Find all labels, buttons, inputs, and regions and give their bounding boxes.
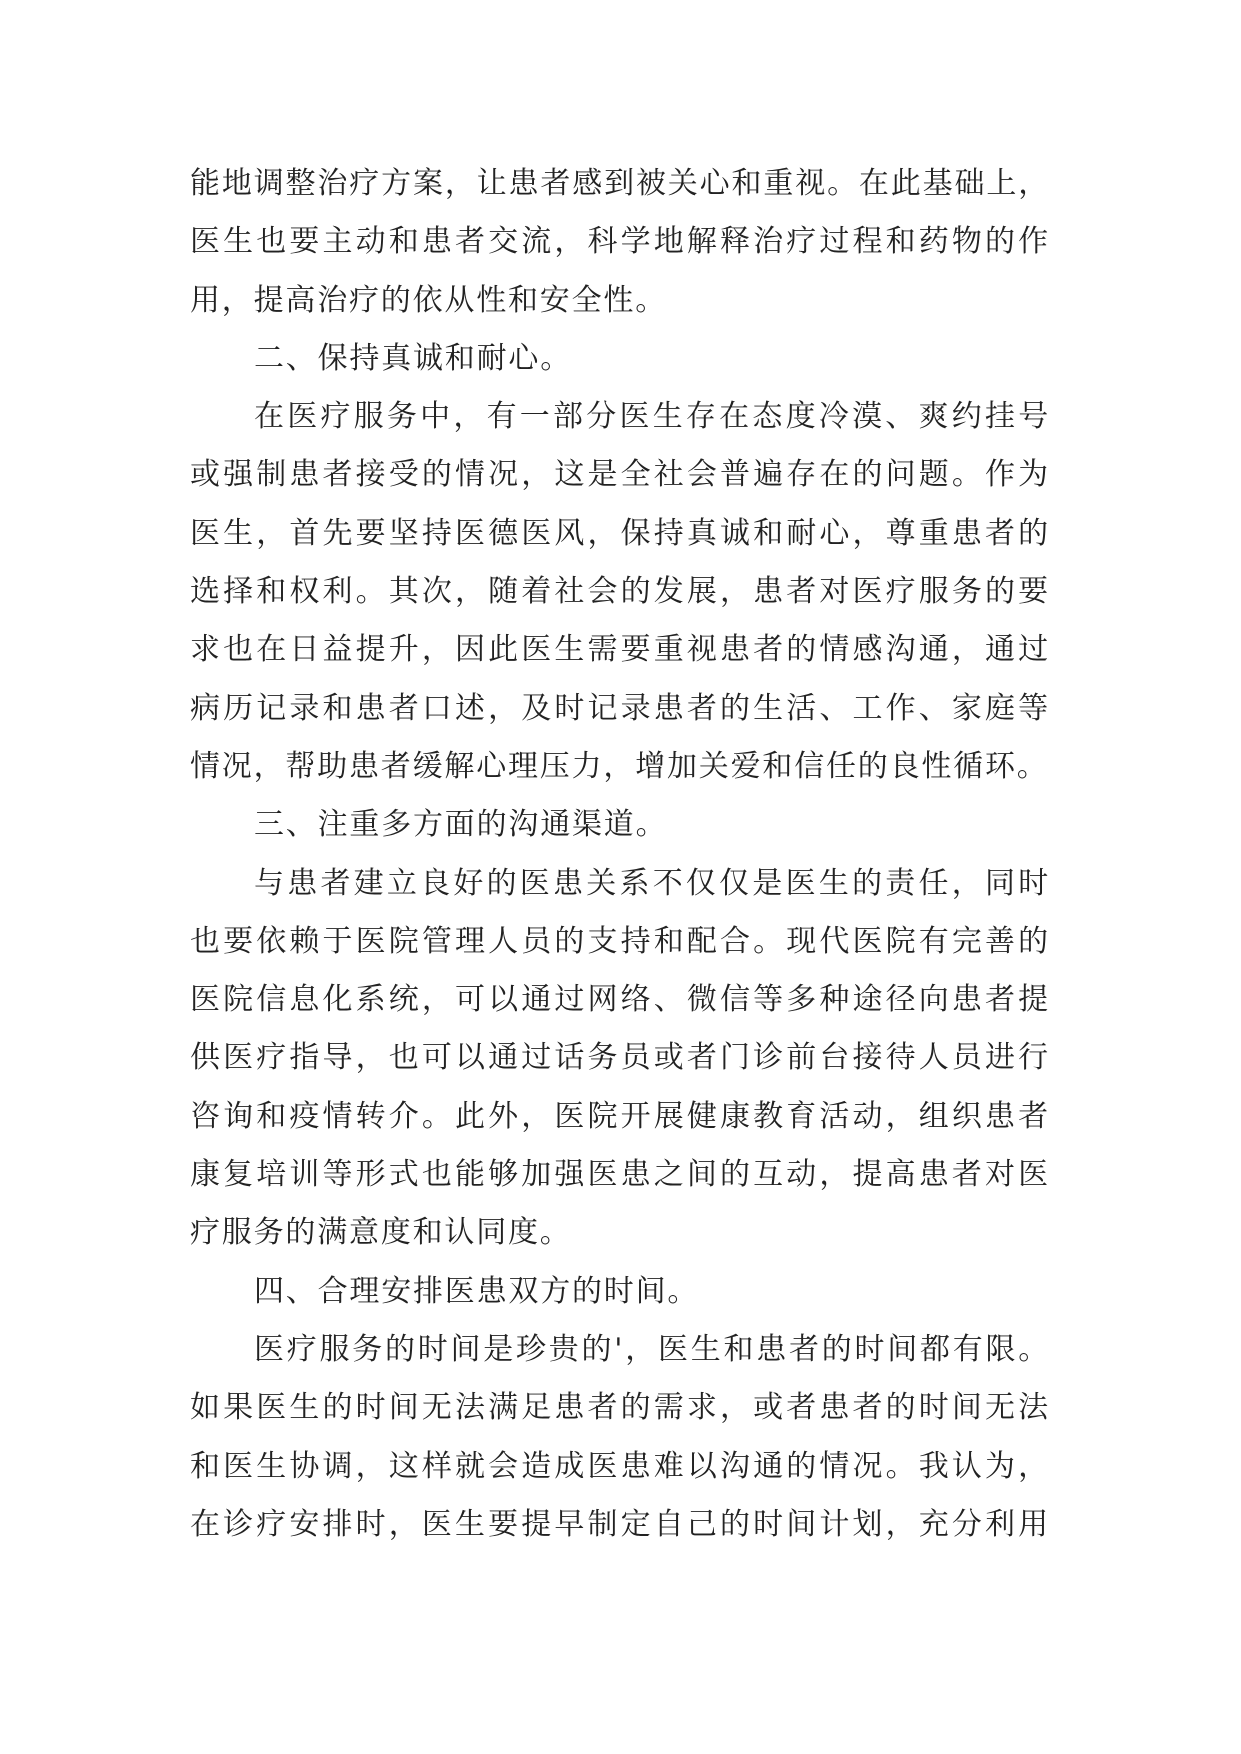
paragraph-first-line: 医疗服务的时间是珍贵的'，医生和患者的时间都有限。 bbox=[254, 1331, 1050, 1367]
text-line: 康复培训等形式也能够加强医患之间的互动，提高患者对医 bbox=[190, 1157, 1050, 1193]
text-line: 病历记录和患者口述，及时记录患者的生活、工作、家庭等 bbox=[190, 690, 1050, 726]
text-line: 医生，首先要坚持医德医风，保持真诚和耐心，尊重患者的 bbox=[190, 515, 1050, 551]
document-body bbox=[190, 155, 1050, 1554]
text-line: 情况，帮助患者缓解心理压力，增加关爱和信任的良性循环。 bbox=[190, 748, 1049, 784]
text-line: 咨询和疫情转介。此外，医院开展健康教育活动，组织患者 bbox=[190, 1098, 1050, 1134]
text-line: 用，提高治疗的依从性和安全性。 bbox=[190, 282, 667, 318]
text-line: 或强制患者接受的情况，这是全社会普遍存在的问题。作为 bbox=[190, 457, 1050, 493]
text-line: 在诊疗安排时，医生要提早制定自己的时间计划，充分利用 bbox=[190, 1506, 1050, 1542]
paragraph-first-line: 在医疗服务中，有一部分医生存在态度冷漠、爽约挂号 bbox=[254, 399, 1050, 435]
text-line: 选择和权利。其次，随着社会的发展，患者对医疗服务的要 bbox=[190, 574, 1050, 610]
text-line: 能地调整治疗方案，让患者感到被关心和重视。在此基础上， bbox=[190, 166, 1050, 201]
paragraph-first-line: 四、合理安排医患双方的时间。 bbox=[254, 1273, 700, 1309]
text-line: 医院信息化系统，可以通过网络、微信等多种途径向患者提 bbox=[190, 982, 1050, 1018]
text-line: 医生也要主动和患者交流，科学地解释治疗过程和药物的作 bbox=[190, 224, 1050, 260]
text-line: 供医疗指导，也可以通过话务员或者门诊前台接待人员进行 bbox=[190, 1040, 1050, 1076]
text-line: 和医生协调，这样就会造成医患难以沟通的情况。我认为， bbox=[190, 1448, 1050, 1484]
text-line: 也要依赖于医院管理人员的支持和配合。现代医院有完善的 bbox=[190, 923, 1050, 959]
paragraph-first-line: 二、保持真诚和耐心。 bbox=[254, 340, 572, 376]
paragraph-first-line: 三、注重多方面的沟通渠道。 bbox=[254, 807, 668, 843]
text-line: 求也在日益提升，因此医生需要重视患者的情感沟通，通过 bbox=[190, 632, 1050, 668]
paragraph-first-line: 与患者建立良好的医患关系不仅仅是医生的责任，同时 bbox=[254, 865, 1050, 901]
text-line: 疗服务的满意度和认同度。 bbox=[190, 1215, 572, 1251]
text-line: 如果医生的时间无法满足患者的需求，或者患者的时间无法 bbox=[190, 1390, 1050, 1426]
